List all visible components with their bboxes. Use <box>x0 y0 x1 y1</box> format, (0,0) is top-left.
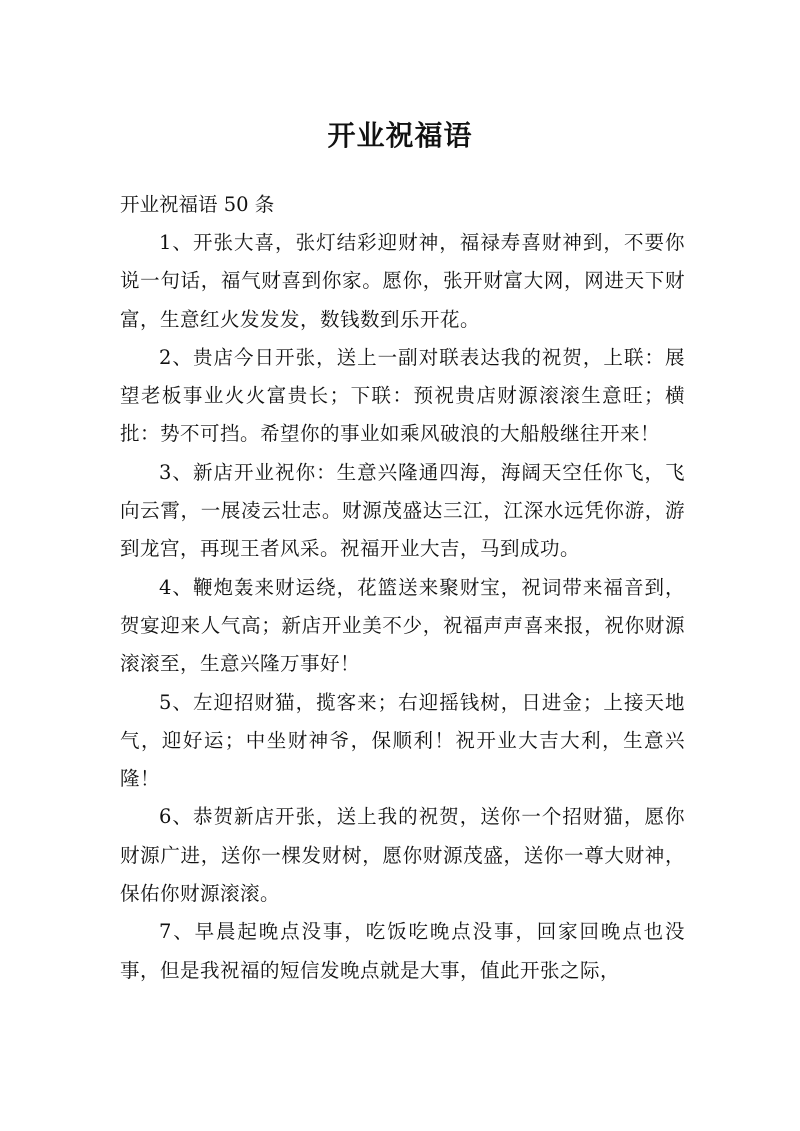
greeting-list <box>120 224 685 990</box>
document-subtitle: 开业祝福语 50 条 <box>120 193 275 216</box>
greeting-item-1: 1、开张大喜，张灯结彩迎财神，福禄寿喜财神到，不要你说一句话，福气财喜到你家。愿你，张开财富大网，网进天下财富，生意红火发发发，数钱数到乐开花。 <box>120 231 685 331</box>
greeting-item-2: 2、贵店今日开张，送上一副对联表达我的祝贺，上联：展望老板事业火火富贵长；下联：预祝贵店财源滚滚生意旺；横批：势不可挡。希望你的事业如乘风破浪的大船般继往开来！ <box>120 345 685 446</box>
greeting-item-6: 6、恭贺新店开张，送上我的祝贺，送你一个招财猫，愿你财源广进，送你一棵发财树，愿你财源茂盛，送你一尊大财神，保佑你财源滚滚。 <box>120 805 685 906</box>
greeting-item-5: 5、左迎招财猫，揽客来；右迎摇钱树，日进金；上接天地气，迎好运；中坐财神爷，保顺利！祝开业大吉大利，生意兴隆！ <box>120 690 685 791</box>
greeting-item-3: 3、新店开业祝你：生意兴隆通四海，海阔天空任你飞，飞向云霄，一展凌云壮志。财源茂盛达三江，江深水远凭你游，游到龙宫，再现王者风采。祝福开业大吉，马到成功。 <box>120 460 685 561</box>
greeting-item-4: 4、鞭炮轰来财运绕，花篮送来聚财宝，祝词带来福音到，贺宴迎来人气高；新店开业美不少，祝福声声喜来报，祝你财源滚滚至，生意兴隆万事好！ <box>120 575 685 676</box>
greeting-item-7: 7、早晨起晚点没事，吃饭吃晚点没事，回家回晚点也没事，但是我祝福的短信发晚点就是大事，值此开张之际， <box>120 920 685 982</box>
page-title: 开业祝福语 <box>327 118 473 152</box>
